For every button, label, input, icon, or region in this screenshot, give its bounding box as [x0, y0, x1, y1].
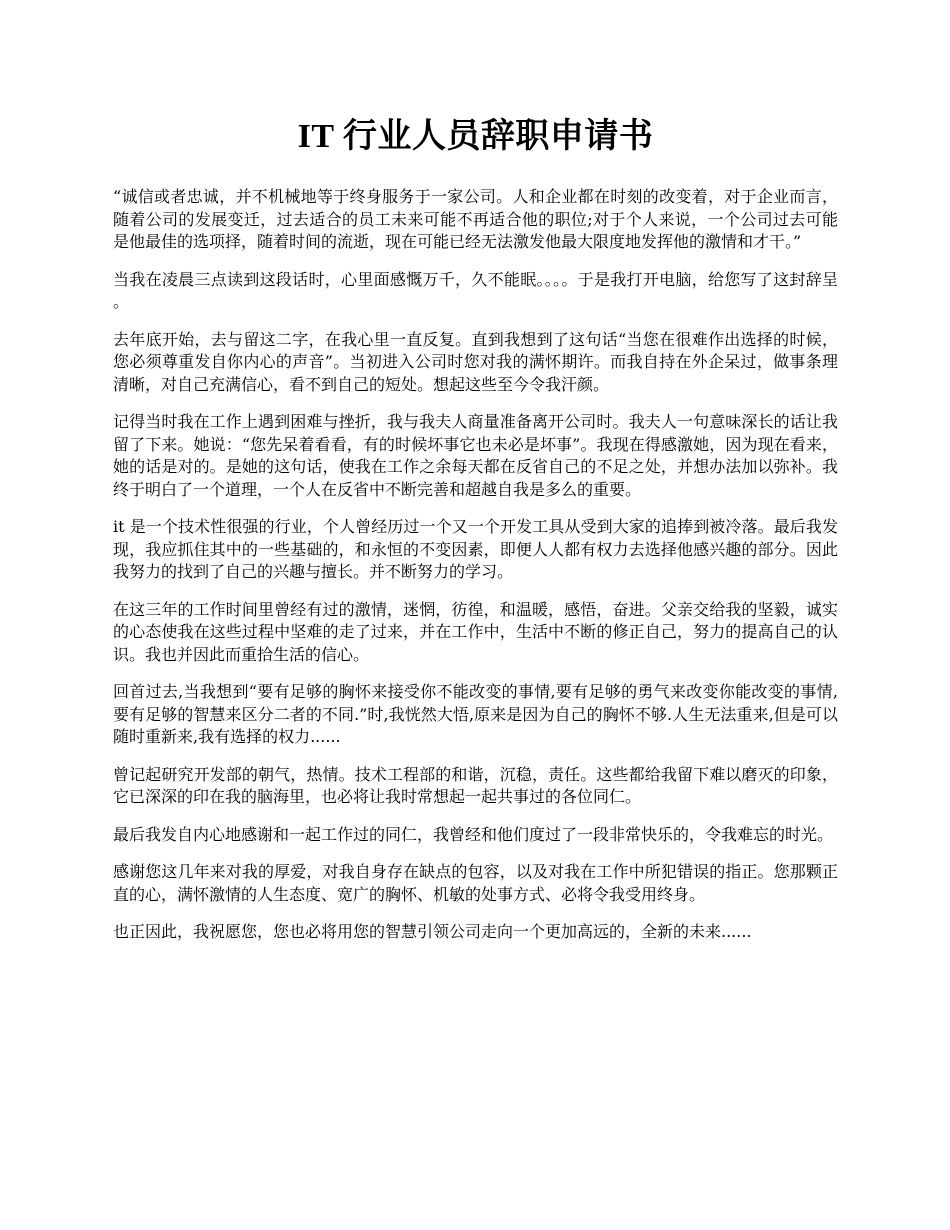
document-title: IT 行业人员辞职申请书	[297, 118, 654, 155]
paragraph-quote: “诚信或者忠诚，并不机械地等于终身服务于一家公司。人和企业都在时刻的改变着，对于企业而言，随着公司的发展变迁，过去适合的员工未来可能不再适合他的职位;对于个人来说，一个公司过去可能是他最佳的选项择，随着时间的流逝，现在可能已经无法激发他最大限度地发挥他的激情和才干。”	[113, 187, 838, 251]
paragraph-stay-or-leave: 去年底开始，去与留这二字，在我心里一直反复。直到我想到了这句话“当您在很难作出选择的时候，您必须尊重发自你内心的声音”。当初进入公司时您对我的满怀期许。而我自持在外企呆过，做事条理清晰，对自己充满信心，看不到自己的短处。想起这些至今令我汗颜。	[113, 329, 838, 394]
paragraph-thanks-manager: 感谢您这几年来对我的厚爱，对我自身存在缺点的包容，以及对我在工作中所犯错误的指正。您那颗正直的心，满怀激情的人生态度、宽广的胸怀、机敏的处事方式、必将令我受用终身。	[113, 862, 838, 904]
paragraph-reading-at-night: 当我在凌晨三点读到这段话时，心里面感慨万千，久不能眠。。。。于是我打开电脑，给您写了这封辞呈。	[113, 269, 838, 311]
paragraph-thanks-colleagues: 最后我发自内心地感谢和一起工作过的同仁，我曾经和他们度过了一段非常快乐的，令我难忘的时光。	[113, 824, 834, 844]
paragraph-it-industry: it 是一个技术性很强的行业，个人曾经历过一个又一个开发工具从受到大家的追捧到被冷落。最后我发现，我应抓住其中的一些基础的，和永恒的不变因素，即便人人都有权力去选择他感兴趣的部分。因此我努力的找到了自己的兴趣与擅长。并不断努力的学习。	[113, 517, 838, 581]
document-page	[113, 112, 838, 959]
paragraph-looking-back: 回首过去,当我想到“要有足够的胸怀来接受你不能改变的事情,要有足够的勇气来改变你能改变的事情,要有足够的智慧来区分二者的不同.”时,我恍然大悟,原来是因为自己的胸怀不够.人生无法重来,但是可以随时重新来,我有选择的权力......	[113, 682, 838, 746]
paragraph-departments: 曾记起研究开发部的朝气，热情。技术工程部的和谐，沉稳，责任。这些都给我留下难以磨灭的印象，它已深深的印在我的脑海里，也必将让我时常想起一起共事过的各位同仁。	[113, 764, 838, 806]
paragraph-three-years: 在这三年的工作时间里曾经有过的激情，迷惘，彷徨，和温暖，感悟，奋进。父亲交给我的坚毅，诚实的心态使我在这些过程中坚难的走了过来，并在工作中，生活中不断的修正自己，努力的提高自己的认识。我也并因此而重拾生活的信心。	[113, 599, 838, 664]
paragraph-best-wishes: 也正因此，我祝愿您，您也必将用您的智慧引领公司走向一个更加高远的，全新的未来......	[113, 922, 752, 941]
paragraph-wife-advice: 记得当时我在工作上遇到困难与挫折，我与我夫人商量准备离开公司时。我夫人一句意味深长的话让我留了下来。她说：“您先呆着看看，有的时候坏事它也未必是坏事”。我现在得感激她，因为现在看来，她的话是对的。是她的这句话，使我在工作之余每天都在反省自己的不足之处，并想办法加以弥补。我终于明白了一个道理，一个人在反省中不断完善和超越自我是多么的重要。	[113, 412, 838, 499]
